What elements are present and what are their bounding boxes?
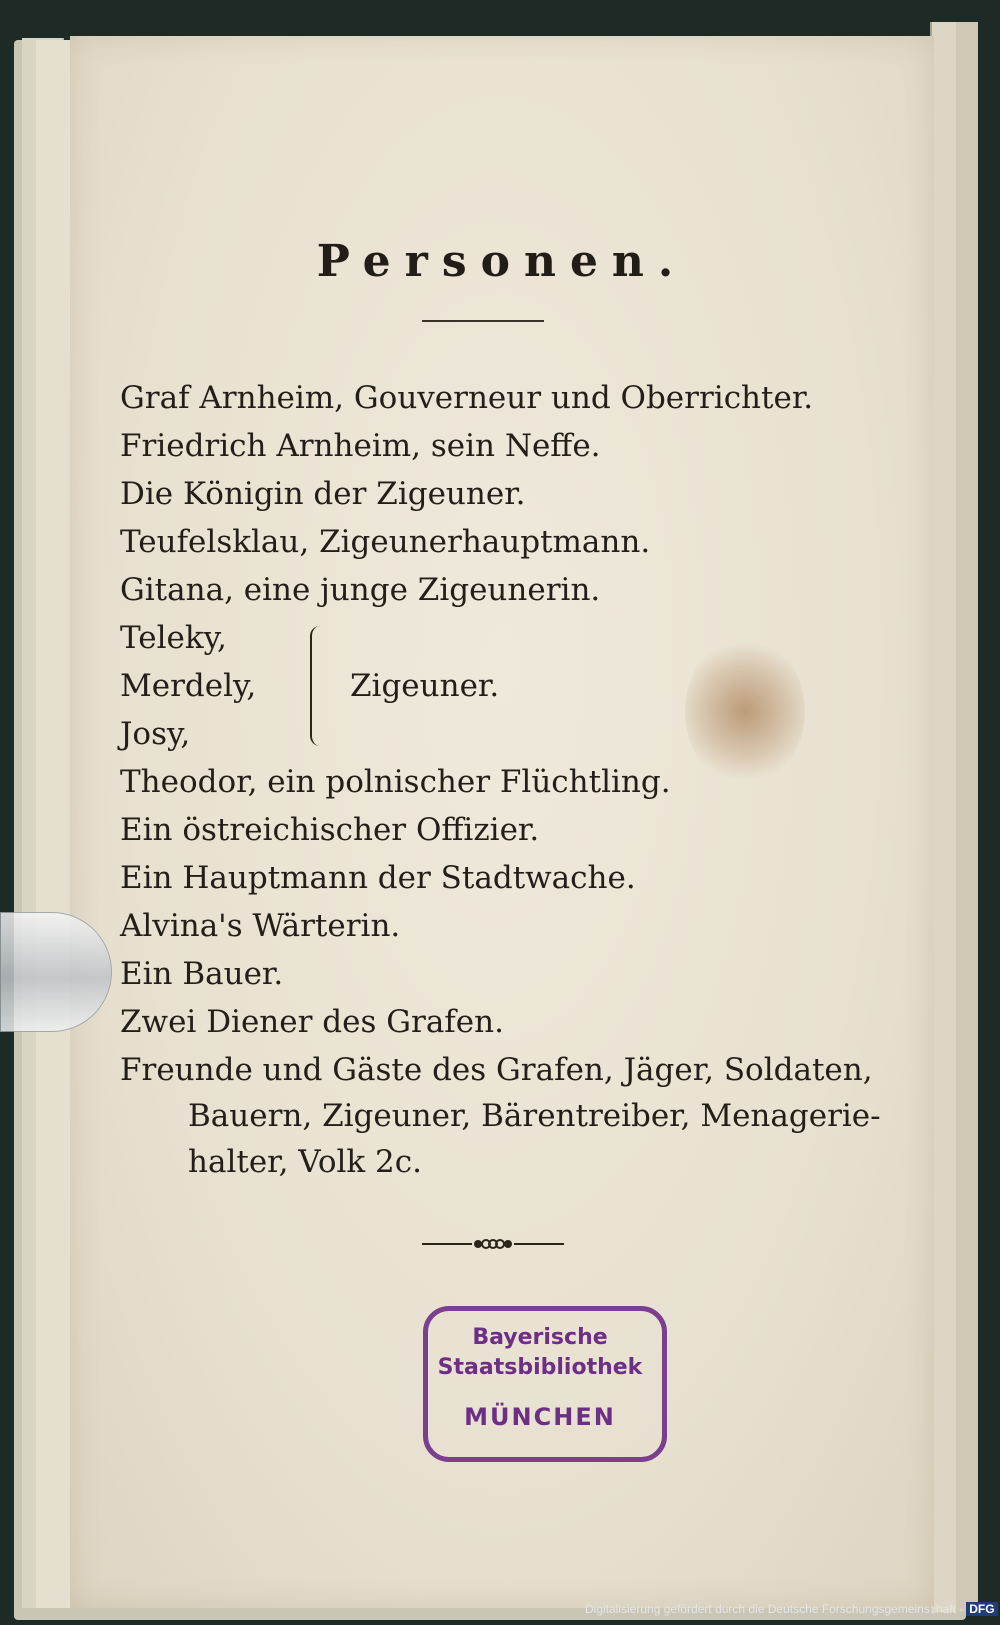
cast-line: Zwei Diener des Grafen.	[120, 1004, 504, 1040]
stamp-line: Bayerische	[472, 1325, 608, 1350]
book-page	[70, 36, 934, 1608]
footer-credit	[585, 1602, 998, 1616]
cast-line: Teufelsklau, Zigeunerhauptmann.	[120, 524, 651, 560]
cast-line: Ein östreichischer Offizier.	[120, 812, 540, 848]
footer-text: Digitalisierung gefördert durch die Deutsche Forschungsgemeinschaft -	[585, 1602, 964, 1616]
ornament-divider	[420, 1234, 566, 1254]
cast-line: Ein Hauptmann der Stadtwache.	[120, 860, 636, 896]
cast-line: Teleky,	[120, 620, 227, 656]
book-edge-right-outer	[956, 22, 978, 1612]
cast-line: halter, Volk 2c.	[188, 1144, 422, 1180]
brace-symbol	[310, 626, 328, 746]
stamp-line: Staatsbibliothek	[437, 1355, 643, 1380]
cast-line: Theodor, ein polnischer Flüchtling.	[120, 764, 671, 800]
cast-line: Graf Arnheim, Gouverneur und Oberrichter.	[120, 380, 814, 416]
cast-line: Gitana, eine junge Zigeunerin.	[120, 572, 601, 608]
cast-line: Bauern, Zigeuner, Bärentreiber, Menagerie-	[188, 1098, 881, 1134]
library-stamp	[423, 1306, 667, 1462]
dfg-logo: DFG	[966, 1602, 997, 1616]
cast-line: Ein Bauer.	[120, 956, 284, 992]
cast-line: Friedrich Arnheim, sein Neffe.	[120, 428, 601, 464]
page-heading: Personen.	[316, 236, 688, 287]
cast-group-label: Zigeuner.	[350, 668, 500, 704]
cast-line: Alvina's Wärterin.	[120, 908, 401, 944]
cast-line: Die Königin der Zigeuner.	[120, 476, 526, 512]
cast-line: Merdely,	[120, 668, 257, 704]
heading-rule	[422, 320, 544, 322]
cast-line: Josy,	[120, 716, 191, 752]
water-stain	[685, 636, 805, 786]
cast-line: Freunde und Gäste des Grafen, Jäger, Soldaten,	[120, 1052, 873, 1088]
stamp-line: MÜNCHEN	[464, 1403, 616, 1431]
